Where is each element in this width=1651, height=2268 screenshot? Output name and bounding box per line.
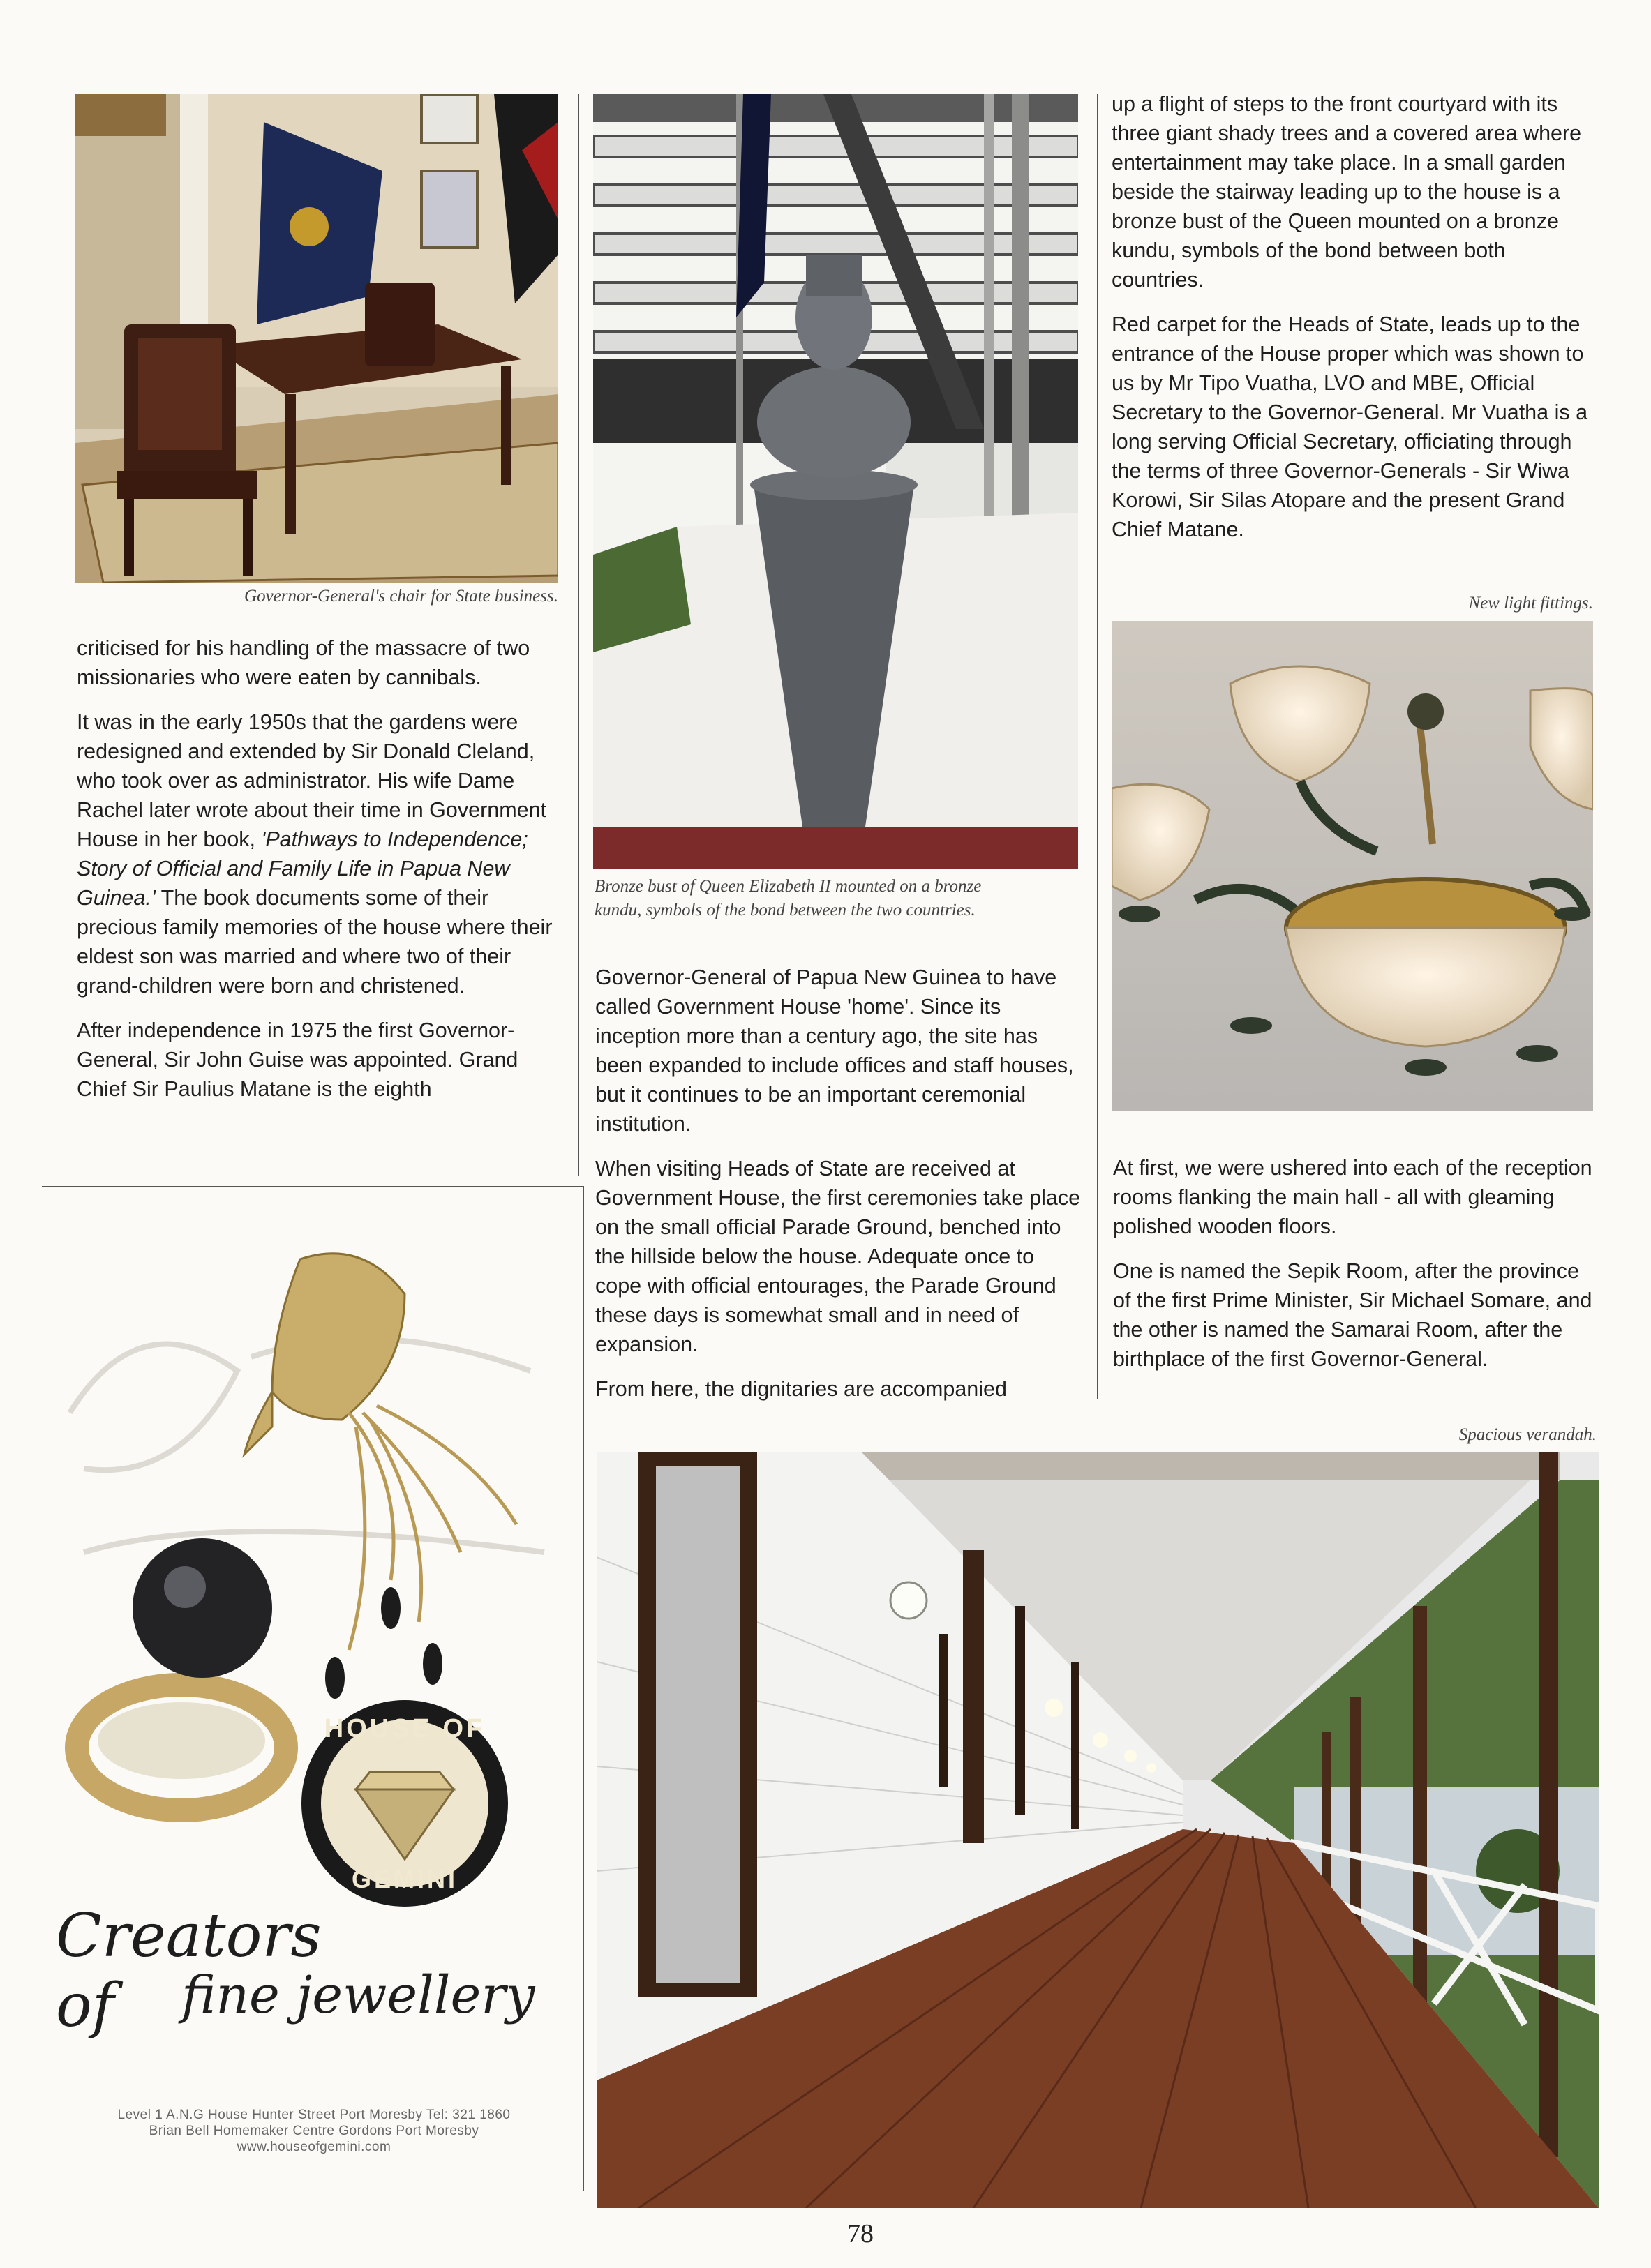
paragraph: After independence in 1975 the first Governor-General, Sir John Guise was appointed. Grand Chief Sir Paulius Matane is the eighth: [77, 1019, 518, 1101]
caption-bronze-bust: [595, 875, 1080, 922]
ad-top-rule: [42, 1186, 584, 1187]
website-link[interactable]: www.houseofgemini.com: [237, 2140, 391, 2154]
logo-text-top: HOUSE OF: [324, 1714, 486, 1743]
paragraph: up a flight of steps to the front courtyard with its three giant shady trees and a covered area where entertainment may take place. In a small garden beside the stairway leading up to the house is a bronze bust of the Queen mounted on a bronze kundu, symbols of the bond between both countries.: [1112, 92, 1582, 292]
address-line: Level 1 A.N.G House Hunter Street Port Moresby Tel: 321 1860: [117, 2108, 511, 2122]
tagline-line-1: Creators of: [56, 1901, 322, 2041]
caption-light-fittings: New light fittings.: [1468, 594, 1593, 613]
caption-state-chair: Governor-General's chair for State business.: [244, 587, 558, 606]
paragraph: criticised for his handling of the massacre of two missionaries who were eaten by cannibals.: [77, 636, 530, 689]
advert-address: [42, 2107, 586, 2155]
page-number: 78: [847, 2219, 874, 2248]
tagline-line-2: fine jewellery: [181, 1965, 535, 2025]
logo-text-bottom: GEMINI: [351, 1865, 458, 1893]
paragraph: One is named the Sepik Room, after the province of the first Prime Minister, Sir Michael Somare, and the other is named the Samarai Room, after the birthplace of the first Governor-General.: [1113, 1259, 1592, 1371]
paragraph-text: The book documents some of their precious family memories of the house where their eldest son was married and where two of their grand-children were born and christened.: [77, 886, 553, 998]
paragraph: From here, the dignitaries are accompanied: [595, 1377, 1007, 1401]
column-divider: [1097, 94, 1098, 1399]
column-divider: [583, 1186, 584, 2191]
paragraph-text: It was in the early 1950s that the gardens were redesigned and extended by Sir Donald Cleland, who took over as administrator. His wife Dame Rachel later wrote about their time in Government House in her book,: [77, 710, 547, 851]
column-1-text: [77, 633, 565, 1119]
jewellery-advert: [42, 1189, 583, 2194]
paragraph: Governor-General of Papua New Guinea to have called Government House 'home'. Since its inception more than a century ago, the site has been expanded to include offices and staff houses, but it continues to be an important ceremonial institution.: [595, 966, 1074, 1136]
photo-verandah: [597, 1452, 1599, 2208]
caption-line: Bronze bust of Queen Elizabeth II mounted on a bronze: [595, 877, 982, 896]
column-divider: [578, 94, 579, 1176]
photo-bronze-bust: [593, 94, 1078, 869]
column-2-text: [595, 963, 1084, 1419]
paragraph: Red carpet for the Heads of State, leads up to the entrance of the House proper which was shown to us by Mr Tipo Vuatha, LVO and MBE, Official Secretary to the Governor-General. Mr Vuatha is a long serving Official Secretary, officiating through the terms of three Governor-Generals - Sir Wiwa Korowi, Sir Silas Atopare and the present Grand Chief Matane.: [1112, 313, 1588, 541]
paragraph: [77, 707, 565, 1000]
photo-state-chair: [75, 94, 558, 583]
paragraph: At first, we were ushered into each of the reception rooms flanking the main hall - all with gleaming polished wooden floors.: [1113, 1156, 1592, 1238]
caption-verandah: Spacious verandah.: [1458, 1425, 1597, 1444]
address-line: Brian Bell Homemaker Centre Gordons Port Moresby: [149, 2124, 479, 2138]
jewellery-artwork: [42, 1189, 583, 2194]
photo-light-fittings: [1112, 621, 1593, 1111]
column-3-bottom-text: [1113, 1153, 1601, 1389]
book-title: 'Pathways to Independence; Story of Official and Family Life in Papua New Guinea.': [77, 827, 528, 910]
caption-line: kundu, symbols of the bond between the two countries.: [595, 901, 976, 919]
paragraph: When visiting Heads of State are received at Government House, the first ceremonies take place on the small official Parade Ground, benched into the hillside below the house. Adequate once to cope with official entourages, the Parade Ground these days is somewhat small and in need of expansion.: [595, 1157, 1081, 1356]
column-3-top-text: [1112, 89, 1600, 560]
